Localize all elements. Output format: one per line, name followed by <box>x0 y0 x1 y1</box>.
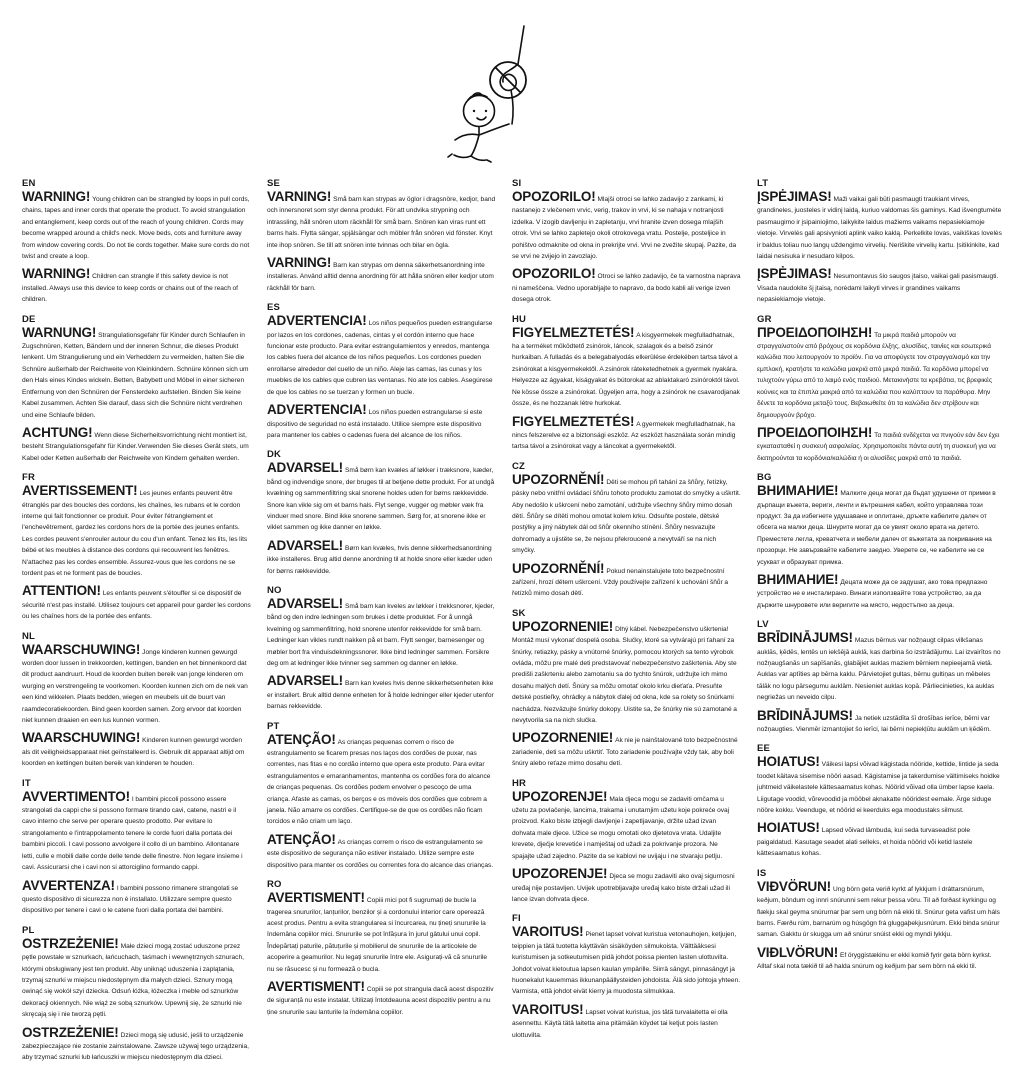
lang-code: EN <box>22 178 36 189</box>
warning-heading: AVVERTENZA! <box>22 877 115 893</box>
warning-paragraph <box>22 190 251 261</box>
warning-body: As crianças pequenas correm o risco de estrangulamento se ficarem presas nos laços dos cordões de puxar, nas correntes, nas fitas e no cordão interno que opera este produto. Para evitar estrangulamentos e emaranhamentos, mantenha os cordões fora do alcance de crianças pequenas. Os cordões podem envolver o pescoço de uma criança. Afaste as camas, os berços e os móveis dos cordões que cobrem a janela. Não amarre os cordões. Certifique-se de que os cordões não ficam torcidos e não criam um laço. <box>267 738 491 826</box>
warning-body: Copiii mici pot fi sugrumați de bucle la tragerea snururilor, lanțurilor, benzilor și a cordonului interior care operează acest produs. Pentru a evita strangularea si încurcarea, nu țineți snururile la îndemâna copiilor mici. Snururile se pot înfășura în jurul gâtului unui copil. Îndepărtați paturile, pătuțurile și mobilierul de snururile de la articolele de acoperire a geamurilor. Nu legați snururile între ele. Asigurați-vă că snururile nu se răsucesc și nu formează o bucla. <box>267 897 488 973</box>
warning-heading: OSTRZEŻENIE! <box>22 935 119 951</box>
warning-heading: WARNING! <box>22 266 91 282</box>
lang-code: DK <box>267 449 282 461</box>
warning-body: Ak nie je nainštalované toto bezpečnostné zariadenie, deti sa môžu uškrtiť. Toto zariadenie používajte vždy tak, aby boli šnúry alebo reťaze mimo dosahu detí. <box>512 737 738 768</box>
warning-heading: ADVARSEL! <box>267 595 343 611</box>
warning-body: Jonge kinderen kunnen gewurgd worden door lussen in trekkoorden, kettingen, banden en het binnenkoord dat dit product aandruurt. Houd de koorden buiten bereik van jonge kinderen om wurging en verstrengeling te voorkomen. Koorden kunnen zich om de nek van een kind wikkelen. Plaats bedden, wiegen en meubels uit de buurt van raamdecoratiekoorden. Bind geen koorden samen. Zorg ervoor dat koorden niet kunnen draaien en een lus kunnen vormen. <box>22 648 248 725</box>
lang-block-fr <box>22 472 251 621</box>
warning-body: Děti se mohou při tahání za šňůry, řetízky, pásky nebo vnitřní ovládací šňůru tohoto produktu zamotat do smyčky a uškrtit. Aby nedošlo k uškrcení nebo zamotání, udržujte všechny šňůry mimo dosah dětí. Šňůry se dítěti mohou omotat kolem krku. Odsuňte postele, dětské postýlky a jiný nábytek dál od šňůr okenního stínění. Šňůry nesvazujte dohromady a ujistěte se, že nejsou překroucené a nevytváří se na nich smyčky. <box>512 478 741 555</box>
lang-code: HU <box>512 313 527 325</box>
warning-body: Mazus bērnus var nožņaugt cilpas vilkšanas auklās, ķēdēs, lentēs un iekšējā auklā, kas darbina šo izstrādājumu. Lai izvairītos no nožņaugšanās un sapīšanās, glabājiet auklas maziem bērniem nepieejamā vietā. Auklas var aptīties ap bērna kaklu. Pārvietojiet gultas, bērnu gultiņas un mēbeles tālāk no logu pārsegumu auklām. Nesieniet auklas kopā. Pārliecinieties, ka auklas negriežas un neveido cilpu. <box>757 637 1001 702</box>
lang-block-it <box>22 778 251 916</box>
warning-paragraph <box>267 674 496 711</box>
warning-body: A kisgyermekek megfulladhatnak, ha a terméket működtető zsinórok, láncok, szalagok és a belső zsinór hurkaiban. A fulladás és a belegabalyodás elkerülése érdekében tartsa távol a zsinórokat a kisgyermekektől. A zsinórok ráteketedhetnek a gyermek nyakára. Helyezze az ágyakat, kiságyakat és bútorokat az ablaktakaró zsinóroktól távol. Ne kösse össze a zsinórokat. Ügyeljen arra, hogy a zsinórok ne csavarodjanak össze, és ne hozzanak létre hurkokat. <box>512 331 740 408</box>
warning-body: Barn kan strypas om denna säkerhetsanordning inte installeras. Använd alltid denna anordning för att hålla snören eller kedjor utom räckhåll för barn. <box>267 262 494 292</box>
warning-body: Kinderen kunnen gewurgd worden als dit veiligheidsapparaat niet geïnstalleerd is. Gebruik dit apparaat altijd om koorden en kettingen buiten bereik van kinderen te houden. <box>22 737 245 768</box>
warning-paragraph <box>22 643 251 726</box>
language-column-4 <box>757 178 1002 981</box>
lang-block-hr <box>512 778 741 905</box>
warning-body: Ef öryggistækinu er ekki komið fyrir geta börn kyrkst. Alltaf skal nota tækið til að halda snúrum og keðjum þar sem börn ná ekki til. <box>757 951 992 971</box>
warning-body: Nesumontavus šio saugos įtaiso, vaikai gali pasismaugti. Visada naudokite šį įtaisą, norėdami laikyti virves ir grandines vaikams nepasiekiamoje vietoje. <box>757 273 999 304</box>
warning-paragraph <box>512 562 741 599</box>
warning-paragraph <box>22 1026 251 1063</box>
language-column-2 <box>267 178 512 1026</box>
warning-heading: ВНИМАНИЕ! <box>757 483 839 499</box>
warning-paragraph <box>22 937 251 1020</box>
warning-heading: WARNUNG! <box>22 324 97 340</box>
warning-body: Copiii se pot strangula dacă acest dispozitiv de siguranță nu este instalat. Utilizați întotdeauna acest dispozitiv pentru a nu ține snururile sau lanturile la îndemâna copiilor. <box>267 985 494 1016</box>
lang-code: LT <box>757 178 769 189</box>
warning-paragraph <box>22 584 251 621</box>
lang-block-sk <box>512 608 741 769</box>
lang-code: IS <box>757 867 767 879</box>
lang-code: EE <box>757 743 771 755</box>
warning-paragraph <box>267 190 496 250</box>
warning-body: Väikesi lapsi võivad kägistada nööride, kettide, lintide ja seda toodet käitava sisemise nööri aasad. Kägistamise ja takerdumise vältimiseks hoidke juhtmeid väikelastele kättesaamatus kohas. Nöörid võivad olla ümber lapse kaela. Liigutage voodid, võrevoodid ja mööbel aknakatte nööridest eemale. Ärge siduge nööre kokku. Veenduge, et nöörid ei keerduks ega moodustaks silmust. <box>757 761 1000 815</box>
lang-block-es <box>267 302 496 440</box>
warning-heading: ĮSPĖJIMAS! <box>757 189 832 204</box>
warning-paragraph <box>22 731 251 768</box>
lang-block-cz <box>512 461 741 599</box>
warning-heading: ADVERTENCIA! <box>267 402 367 418</box>
warning-heading: HOIATUS! <box>757 754 820 770</box>
warning-heading: ΠΡΟΕΙΔΟΠΟΙΗΣΗ! <box>757 424 873 440</box>
warning-body: Τα μικρά παιδιά μπορούν να στραγγαλιστούν από βρόχους σε κορδόνια έλξης, αλυσίδες, ταινίες και εσωτερικά καλώδια που λειτουργούν το προϊόν. Για να αποφύγετε τον στραγγαλισμό και την εμπλοκή, κρατήστε τα καλώδια μακριά από μικρά παιδιά. Τα κορδόνια μπορεί να τυλιχτούν γύρω από το λαιμό ενός παιδιού. Μετακινήστε τα κρεβάτια, τις βρεφικές κούνιες και τα έπιπλα μακριά από τα καλώδια που καλύπτουν τα παράθυρα. Μην δένετε τα κορδόνια μεταξύ τους. Βεβαιωθείτε ότι τα καλώδια δεν στρίβουν και δημιουργούν βρόχο. <box>757 331 993 419</box>
warning-body: Les jeunes enfants peuvent être étranglés par des boucles des cordons, les chaînes, les rubans et le cordon interne qui fait fonctionner ce produit. Pour éviter l'étranglement et l'enchevêtrement, gardez les cordons hors de la portée des jeunes enfants. Les cordes peuvent s'enrouler autour du cou d'un enfant. Tenez les lits, les lits bébé et les meubles à distance des cordons qui recouvrent les fenêtres. N'attachez pas les cordes ensemble. Assurez-vous que les cordons ne se tordent pas et ne forment pas de boucles. <box>22 490 248 577</box>
warning-body: Pokud nenainstalujete toto bezpečnostní zařízení, hrozí dětem uškrcení. Vždy používejte zařízení k uchování šňůr a řetízků mimo dosah dětí. <box>512 567 729 598</box>
child-cord-hazard-drawing <box>0 8 1024 168</box>
warning-heading: AVERTISMENT! <box>267 978 365 994</box>
warning-body: Pienet lapset voivat kuristua vetonauhojen, ketjujen, teippien ja tätä tuotetta käyttävän sisäköyden silmukoista. Välttääksesi kuristumisen ja sotkeutumisen pidä johdot poissa pienten lasten ulottuvilta. Johdot voivat kietoutua lapsen kaulan ympärille. Siirrä sängyt, pinnasängyt ja huonekalut kauemmas ikkunanpäällysteiden johdoista. Älä sido johtoja yhteen. Varmista, että johdot eivät kierry ja muodosta silmukkaa. <box>512 931 741 996</box>
warning-paragraph <box>757 946 1002 972</box>
warning-body: Children can strangle if this safety device is not installed. Always use this device to keep cords or chains out of the reach of children. <box>22 273 239 304</box>
warning-body: Otroci se lahko zadavijo, če ta varnostna naprava ni nameščena. Vedno uporabljajte to napravo, da bodo kabli ali verige izven dosega otrok. <box>512 273 741 304</box>
warning-body: Децата може да се задушат, ако това предпазно устройство не е инсталирано. Винаги използвайте това устройство, за да държите шнуровете или веригите на място, недостъпно за деца. <box>757 578 988 609</box>
strangulation-warning-illustration <box>0 8 1024 168</box>
warning-heading: WARNING! <box>22 189 91 204</box>
lang-block-hu <box>512 314 741 452</box>
warning-heading: UPOZORNENIE! <box>512 618 614 634</box>
warning-paragraph <box>512 326 741 409</box>
warning-body: Wenn diese Sicherheitsvorrichtung nicht montiert ist, besteht Strangulationsgefahr für Kinder.Verwenden Sie dieses Gerät stets, um Kabel oder Ketten außerhalb der Reichweite von Kindern gehalten werden. <box>22 431 249 462</box>
lang-code: IT <box>22 777 31 789</box>
lang-block-ee <box>757 743 1002 858</box>
lang-block-si <box>512 178 741 305</box>
warning-heading: UPOZORNENIE! <box>512 730 614 746</box>
warning-body: Små børn kan kvæles af løkker i træksnore, kæder, bånd og indvendige snore, der bruges til at betjene dette produkt. For at undgå kvælning og sammenfiltring skal snorene holdes uden for børns rækkevidde. Snore kan vikle sig om et barns hals. Flyt senge, vugger og møbler væk fra vinduer med snore. Bind ikke snorene sammen. Sørg for, at snorene ikke er viklet sammen og ikke danner en løkke. <box>267 467 495 532</box>
warning-body: Los niños pueden estrangularse si este dispositivo de seguridad no está instalado. Utilice siempre este dispositivo para mantener los cables o cadenas fuera del alcance de los niños. <box>267 409 483 439</box>
warning-heading: VARNING! <box>267 255 332 271</box>
warning-paragraph <box>512 731 741 768</box>
warning-paragraph <box>267 403 496 440</box>
warning-heading: BRĪDINĀJUMS! <box>757 630 853 646</box>
warning-paragraph <box>512 1003 741 1040</box>
warning-body: Young children can be strangled by loops in pull cords, chains, tapes and inner cords that operate the product. To avoid strangulation and entanglement, keep cords out of the reach of young children. Cords may become wrapped around a child's neck. Move beds, cots and furniture away from window covering cords. Do not tie cords together. Make sure cords do not twist and create a loop. <box>22 196 250 261</box>
warning-paragraph <box>267 833 496 870</box>
warning-heading: ВНИМАНИЕ! <box>757 571 839 587</box>
warning-heading: UPOZORNĚNÍ! <box>512 471 605 487</box>
warning-body: Τα παιδιά ενδέχεται να πνιγούν εάν δεν έχει εγκατασταθεί η συσκευή ασφαλείας. Χρησιμοποιείτε πάντα αυτή τη συσκευή για να διατηρούνται τα κορδόνια/καλώδια ή οι αλυσίδες μακριά από τα παιδιά. <box>757 431 1000 462</box>
warning-paragraph <box>512 473 741 556</box>
lang-code: SE <box>267 178 281 189</box>
warning-body: Dzieci mogą się udusić, jeśli to urządzenie zabezpieczające nie zostanie zainstalowane. Zawsze używaj tego urządzenia, aby trzymać sznurki lub łańcuszki w miejscu niedostępnym dla dzieci. <box>22 1031 249 1062</box>
lang-code: NO <box>267 584 282 596</box>
warning-heading: AVVERTIMENTO! <box>22 788 130 804</box>
lang-block-lv <box>757 619 1002 734</box>
warning-body: Maži vaikai gali būti pasmaugti traukiant virves, grandineles, juosteles ir vidinį laidą, kuriuo valdomas šis gaminys. Kad išvengtumėte pasmaugimo ir įsipainiojimo, laikykite laidus mažiems vaikams nepasiekiamoje vietoje. Virvelės gali apsivynioti aplink vaiko kaklą. Perkelkite lovas, vaikiškas lovelės ir baldus toliau nuo langų uždengimo virvelių. Neriškite virvelių kartu. Įsitikinkite, kad laidai nesisuka ir nesudaro kilpos. <box>757 196 1002 261</box>
warning-paragraph <box>22 426 251 463</box>
warning-paragraph <box>512 267 741 304</box>
lang-code: SK <box>512 607 526 619</box>
warning-paragraph <box>757 326 1002 420</box>
warning-body: Les enfants peuvent s'étouffer si ce dispositif de sécurité n'est pas installé. Utilisez toujours cet appareil pour garder les cordons ou les chaînes hors de la portée des enfants. <box>22 590 251 621</box>
warning-body: A gyermekek megfulladhatnak, ha nincs felszerelve ez a biztonsági eszköz. Az eszközt használata során mindig tartsa távol a zsinórokat vagy a láncokat a gyermekektől. <box>512 420 736 451</box>
warning-heading: AVERTISSEMENT! <box>22 483 138 499</box>
warning-paragraph <box>512 790 741 861</box>
warning-heading: VIÐVÖRUN! <box>757 878 831 894</box>
warning-paragraph <box>267 461 496 532</box>
warning-body: Strangulationsgefahr für Kinder durch Schlaufen in Zugschnüren, Ketten, Bändern und der inneren Schnur, die dieses Produkt lenkent. Um Strangulierung und ein Verheddern zu vermeiden, halten Sie die Schnüre außerhalb der Reichweite von Kleinkindern. Schnüre können sich um den Hals eines Kindes wickeln. Betten, Babybett und Möbel in einer sicheren Entfernung von den Schnüren der Fensterdeko aufstellen. Binden Sie keine Kabel zusammen. Achten Sie darauf, dass sich die Schnüre nicht verdrehen und eine Schlaufe bilden. <box>22 331 249 419</box>
warning-body: Børn kan kvæles, hvis denne sikkerhedsanordning ikke installeres. Brug altid denne anordning til at holde snore eller kæder uden for børns rækkevidde. <box>267 544 493 575</box>
warning-heading: UPOZORENJE! <box>512 866 608 882</box>
warning-body: Små barn kan strypas av öglor i dragsnöre, kedjor, band och innersnoret som styr denna produkt. För att undvika strypning och intrassling, håll snören utom räckhåll för små barn. Snören kan viras runt ett barns hals. Flytta sängar, spjälsängar och möbler från snören vid fönster. Knyt inte ihop snören. Se till att snören inte tvinnas och bilar en ögla. <box>267 196 496 249</box>
warning-paragraph <box>512 867 741 904</box>
warning-paragraph <box>22 484 251 578</box>
lang-block-se <box>267 178 496 293</box>
warning-body: Małe dzieci mogą zostać uduszone przez pętle powstałe w sznurkach, łańcuchach, taśmach i wewnętrznych sznurach, którymi obsługiwany jest ten produkt. Aby uniknąć uduszenia i zaplątania, trzymaj sznurki w miejscu niedostępnym dla małych dzieci. Sznury mogą owinąć się wokół szyi dziecka. Odsuń łóżka, łóżeczka i meble od sznurków dekoracji okiennych. Nie wiąż ze sobą sznurków. Upewnij się, że sznurki nie skręcają się i nie tworzą pętli. <box>22 942 244 1019</box>
warning-body: As crianças correm o risco de estrangulamento se este dispositivo de segurança não estiver instalado. Utilize sempre este dispositivo para manter os cordões ou correntes fora do alcance das crianças. <box>267 838 494 869</box>
warning-paragraph <box>757 573 1002 610</box>
warning-paragraph <box>757 709 1002 735</box>
warning-paragraph <box>757 190 1002 261</box>
warning-heading: ADVERTENCIA! <box>267 313 367 329</box>
warning-paragraph <box>512 415 741 452</box>
warning-heading: HOIATUS! <box>757 820 820 836</box>
lang-block-pl <box>22 925 251 1063</box>
lang-block-en <box>22 178 251 305</box>
warning-heading: WAARSCHUWING! <box>22 641 141 657</box>
warning-heading: AVERTISMENT! <box>267 890 365 906</box>
warning-heading: OPOZORILO! <box>512 266 596 282</box>
lang-code: RO <box>267 879 282 891</box>
language-column-1 <box>22 178 267 1072</box>
warning-heading: BRĪDINĀJUMS! <box>757 707 853 723</box>
lang-block-de <box>22 314 251 463</box>
warning-heading: UPOZORNĚNÍ! <box>512 560 605 576</box>
warning-heading: FIGYELMEZTETÉS! <box>512 413 635 429</box>
warning-paragraph <box>512 190 741 261</box>
lang-block-pt <box>267 721 496 870</box>
warning-heading: ĮSPĖJIMAS! <box>757 266 832 282</box>
warning-heading: VIÐLVÖRUN! <box>757 944 838 960</box>
warning-body: Mlajši otroci se lahko zadavijo z zankami, ki nastanejo z vlečenem vrvic, verig, trakov in vrvi, ki se nahaja v notranjosti izdelka. V izogib davljenju in zapletanju, vrvi hranite izven dosega mlajših otrok. Vrvi se lahko zapletejo okoli otrokovega vratu. Postelje, posteljice in pohištvo odmaknite od okna in prekrijte vrvi. Vrvi ne zvežite skupaj. Pazite, da se vrvi ne zvijejo in zavozlajo. <box>512 196 737 261</box>
warning-heading: ADVARSEL! <box>267 673 343 689</box>
lang-block-lt <box>757 178 1002 305</box>
warning-paragraph <box>267 891 496 974</box>
lang-block-dk <box>267 449 496 576</box>
warning-paragraph <box>22 790 251 873</box>
warning-body: Små barn kan kveles av løkker i trekksnorer, kjeder, bånd og den indre ledningen som brukes i dette produktet. For å unngå kvelning og sammenfiltring, hold snorene utenfor rekkevidde for små barn. Ledninger kan vikles rundt nakken på et barn. Flytt senger, barnesenger og møbler bort fra vinduisdekningssnorer. Ikke bind ledninger sammen. Forsikre deg om at ledninger ikke tvinner seg sammen og danner en løkke. <box>267 602 495 667</box>
warning-paragraph <box>22 879 251 916</box>
lang-code: PL <box>22 924 35 936</box>
lang-block-bg <box>757 472 1002 610</box>
warning-body: Lapset voivat kuristua, jos tätä turvalaitetta ei olla asennettu. Käytä tätä laitetta aina pitämään köydet tai ketjut pois lasten ulottuvilta. <box>512 1008 728 1039</box>
warning-body: Djeca se mogu zadaviti ako ovaj sigurnosni uređaj nije postavljen. Uvijek upotrebljavajte uređaj kako biste držali užad ili lance izvan dohvata djece. <box>512 873 735 903</box>
warning-heading: ACHTUNG! <box>22 424 93 440</box>
warning-body: Mala djeca mogu se zadaviti omčama u užetu za povlačenje, lancima, trakama i unutarnjim užetu koje pokreće ovaj proizvod. Kako biste izbjegli davljenje i zapetljavanje, držite užad izvan dohvata male djece. Užice se mogu omotati oko djetetova vrata. Udaljite krevete, dječje krevetiće i namještaj od užadi za pokrivanje prozora. Ne spajajte užad zajedno. Pazite da se kablovi ne uvijaju i ne stvaraju petlju. <box>512 795 730 860</box>
warning-heading: ATENÇÃO! <box>267 731 336 747</box>
warning-body: I bambini piccoli possono essere strangolati da cappi che si possono formare tirando cavi, catene, nastri e il cavo interno che serve per operare questo prodotto. Per evitare lo strangolamento e l'intrappolamento tenere le corde fuori dalla portata dei bambini piccoli. I cavi possono avvolgere il collo di un bambino. Allontanare letti, culle e mobili dalle corde delle tende delle finestre. Non legare insieme i cavi. Assicurarsi che i cavi non si attorciglino formando cappi. <box>22 795 243 872</box>
lang-code: SI <box>512 178 522 189</box>
warning-paragraph <box>757 484 1002 567</box>
lang-code: PT <box>267 720 280 732</box>
warning-body: Barn kan kveles hvis denne sikkerhetsenheten ikke er installert. Bruk alltid denne enheten for å holde ledninger eller kjeder utenfor barnas rekkevidde. <box>267 680 494 711</box>
warning-paragraph <box>512 620 741 726</box>
warning-paragraph <box>757 631 1002 702</box>
warning-paragraph <box>267 733 496 827</box>
warning-heading: ADVARSEL! <box>267 460 343 476</box>
lang-code: FR <box>22 472 36 484</box>
warning-heading: ΠΡΟΕΙΔΟΠΟΙΗΣΗ! <box>757 324 873 340</box>
lang-code: ES <box>267 302 281 314</box>
lang-code: FI <box>512 913 521 925</box>
warning-paragraph <box>757 755 1002 815</box>
warning-paragraph <box>757 426 1002 463</box>
lang-block-fi <box>512 913 741 1040</box>
lang-code: LV <box>757 619 769 631</box>
warning-paragraph <box>757 880 1002 940</box>
warning-paragraph <box>22 267 251 304</box>
warning-heading: VARNING! <box>267 189 332 204</box>
warning-paragraph <box>267 256 496 293</box>
warning-paragraph <box>267 539 496 576</box>
lang-block-nl <box>22 631 251 769</box>
lang-code: NL <box>22 630 36 642</box>
warning-heading: WAARSCHUWING! <box>22 730 141 746</box>
warning-heading: VAROITUS! <box>512 1001 584 1017</box>
lang-block-no <box>267 585 496 712</box>
language-column-3 <box>512 178 757 1049</box>
lang-code: BG <box>757 472 772 484</box>
lang-block-is <box>757 868 1002 972</box>
lang-block-ro <box>267 879 496 1017</box>
lang-block-gr <box>757 314 1002 463</box>
lang-code: GR <box>757 313 772 325</box>
lang-code: DE <box>22 313 36 325</box>
lang-code: CZ <box>512 460 526 472</box>
warning-body: Dlhý kábel. Nebezpečenstvo uškrtenia! Montáž musí vykonať dospelá osoba. Slučky, ktoré sa vytvárajú pri ťahaní za šnúrky, retiazky, pásky a vnútorné šnúrky, pomocou ktorých sa tento výrobok ovláda, môžu pre malé deti predstavovať nebezpečenstvo zaškrtenia. Aby ste predišli zaškrteniu alebo zamotaniu sa do tychto šnúrok, udržujte ich mimo dosahu malých detí. Šnúry sa môžu omotať okolo krku dieťaťa. Presuňte detské postieľky, ohrádky a nábytok ďalej od okna, kde sa rolety so šnúrkami nachádza. Nezväzujte šnúrky dokopy. Uistite sa, že šnúrky nie sú zamotané a nevytvorila sa na nich slučka. <box>512 625 737 725</box>
language-columns <box>0 178 1024 1062</box>
warning-body: Lapsed võivad lämbuda, kui seda turvaseadist pole paigaldatud. Kasutage seadet alati selleks, et hoida nöörid või ketid lastele kättesaamatus kohas. <box>757 827 973 858</box>
warning-paragraph <box>512 925 741 996</box>
warning-heading: ADVARSEL! <box>267 537 343 553</box>
warning-paragraph <box>267 314 496 397</box>
lang-code: HR <box>512 777 527 789</box>
warning-body: I bambini possono rimanere strangolati se questo dispositivo di sicurezza non è installato. Utilizzare sempre questo dispositivo per tenere i cavi o le catene fuori dalla portata dei bambini. <box>22 884 239 915</box>
warning-body: Los niños pequeños pueden estrangularse por lazos en los cordones, cadenas, cintas y el cordón interno que hace funcionar este producto. Para evitar estrangulamientos y enredos, mantenga los cables fuera del alcance de los niños pequeños. Los cordones pueden enrollarse alrededor del cuello de un niño. Aleje las camas, las cunas y los muebles de los cables que cubren las ventanas. No ate los cables. Asegúrese de que los cables no se tuerzan y formen un bucle. <box>267 320 493 396</box>
warning-paragraph <box>757 267 1002 304</box>
warning-heading: UPOZORENJE! <box>512 788 608 804</box>
warning-heading: OPOZORILO! <box>512 189 596 204</box>
warning-paragraph <box>22 326 251 420</box>
warning-heading: ATTENTION! <box>22 583 101 599</box>
warning-paragraph <box>757 821 1002 858</box>
warning-heading: OSTRZEŻENIE! <box>22 1024 119 1040</box>
warning-heading: FIGYELMEZTETÉS! <box>512 324 635 340</box>
warning-heading: ATENÇÃO! <box>267 831 336 847</box>
warning-paragraph <box>267 980 496 1017</box>
warning-body: Ja netiek uzstādīta šī drošības ierīce, bērni var nožņaugties. Vienmēr izmantojiet šo ierīci, lai bērni nepiekļūtu auklām un ķēdēm. <box>757 714 991 734</box>
warning-heading: VAROITUS! <box>512 924 584 940</box>
warning-body: Малките деца могат да бъдат удушени от примки в дърпащи въжета, вериги, ленти и вътрешния кабел, който управлява този продукт. За да избегнете удушаване и оплитане, дръжте кабелите далеч от обсега на малки деца. Шнурите могат да се увият около врата на детето. Преместете легла, креватчета и мебели далеч от въжетата за покривания на прозорци. Не завързвайте кабелите заедно. Уверете се, че кабелите не се усукват и образуват примка. <box>757 490 996 566</box>
warning-paragraph <box>267 597 496 668</box>
warning-body: Ung börn geta verið kyrkt af lykkjum í dráttarsnúrum, keðjum, böndum og innri snúrunni sem rekur þessa vöru. Til að forðast kyrkingu og flækju skal geyma snúrurnar þar sem ung börn ná ekki til. Snúrur geta vafist um háls barns. Færðu rúm, barnarúm og húsgögn frá gluggaþekjusnúrum. Ekki binda snúrur saman. Gakktu úr skugga um að snúrur snúist ekki og myndi lykkju. <box>757 885 1000 939</box>
